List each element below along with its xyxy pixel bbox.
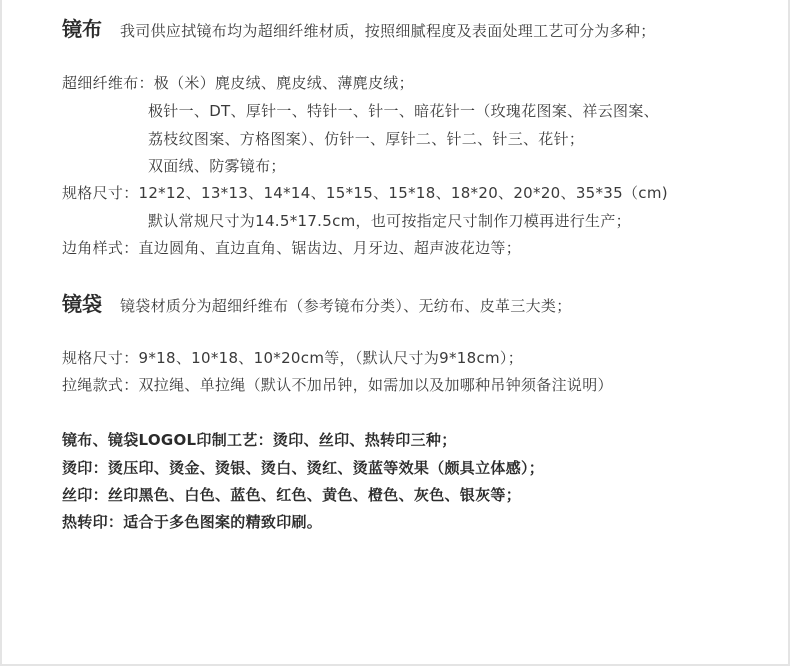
cloth-material-line: 荔枝纹图案、方格图案）、仿针一、厚针二、针二、针三、花针； bbox=[148, 130, 585, 148]
print-process-line: 镜布、镜袋LOGOL印制工艺：烫印、丝印、热转印三种； bbox=[62, 431, 457, 449]
page-border-left bbox=[0, 0, 2, 666]
cloth-size-default-line: 默认常规尺寸为14.5*17.5cm，也可按指定尺寸制作刀模再进行生产； bbox=[148, 212, 631, 230]
cloth-material-line: 双面绒、防雾镜布； bbox=[148, 157, 286, 175]
cloth-material-line: 超细纤维布：极（米）麂皮绒、麂皮绒、薄麂皮绒； bbox=[62, 74, 414, 92]
section-cloth-title: 镜布 bbox=[62, 17, 102, 41]
section-pouch-title: 镜袋 bbox=[62, 292, 102, 316]
silk-screen-line: 丝印：丝印黑色、白色、蓝色、红色、黄色、橙色、灰色、银灰等； bbox=[62, 486, 522, 504]
pouch-size-line: 规格尺寸：9*18、10*18、10*20cm等，（默认尺寸为9*18cm）； bbox=[62, 349, 524, 367]
cloth-size-line: 规格尺寸：12*12、13*13、14*14、15*15、15*18、18*20、20*20、35*35（cm) bbox=[62, 184, 668, 202]
section-pouch-intro: 镜袋材质分为超细纤维布（参考镜布分类）、无纺布、皮革三大类； bbox=[120, 297, 572, 315]
cloth-material-line: 极针一、DT、厚针一、特针一、针一、暗花针一（玫瑰花图案、祥云图案、 bbox=[148, 102, 659, 120]
hot-stamp-line: 烫印：烫压印、烫金、烫银、烫白、烫红、烫蓝等效果（颇具立体感）； bbox=[62, 459, 545, 477]
pouch-drawstring-line: 拉绳款式：双拉绳、单拉绳（默认不加吊钟，如需加以及加哪种吊钟须备注说明） bbox=[62, 376, 613, 394]
section-cloth-header bbox=[62, 19, 656, 41]
section-pouch-header bbox=[62, 294, 572, 316]
section-cloth-intro: 我司供应拭镜布均为超细纤维材质，按照细腻程度及表面处理工艺可分为多种； bbox=[120, 22, 656, 40]
heat-transfer-line: 热转印：适合于多色图案的精致印刷。 bbox=[62, 513, 323, 531]
cloth-edge-style-line: 边角样式：直边圆角、直边直角、锯齿边、月牙边、超声波花边等； bbox=[62, 239, 522, 257]
